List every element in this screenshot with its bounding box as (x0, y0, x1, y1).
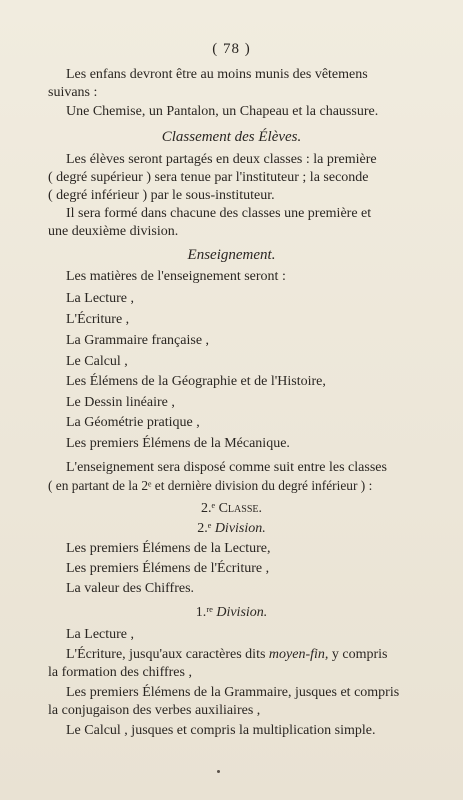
list-item: La Géométrie pratique , (66, 415, 200, 430)
list-item: Les premiers Élémens de la Lecture, (66, 541, 271, 556)
list-item (66, 646, 388, 664)
list-item: Les premiers Élémens de l'Écriture , (66, 561, 270, 576)
division-number: 2.ᵉ (197, 521, 212, 536)
list-item: La Lecture , (66, 627, 135, 642)
division-number: 1.ʳᵉ (195, 605, 213, 620)
section-heading-classement: Classement des Élèves. (161, 129, 302, 145)
list-item: Les premiers Élémens de la Grammaire, jusques et compris (66, 685, 400, 700)
list-item: La Grammaire française , (66, 333, 210, 348)
list-item: La valeur des Chiffres. (66, 581, 195, 596)
list-item: Les Élémens de la Géographie et de l'Histoire, (66, 374, 326, 389)
list-item-continuation: la formation des chiffres , (48, 665, 192, 680)
class-number: 2.ᵉ (201, 501, 216, 516)
text-span: y compris (331, 647, 388, 662)
list-item: Les premiers Élémens de la Mécanique. (66, 436, 290, 451)
division-heading (0, 604, 463, 622)
text-span: L'Écriture, jusqu'aux caractères dits (66, 647, 266, 662)
section-heading-enseignement: Enseignement. (187, 247, 276, 263)
paragraph-line: ( en partant de la 2ᵉ et dernière division du degré inférieur ) : (48, 478, 373, 493)
division-label: Division. (216, 605, 268, 620)
italic-term: moyen-fin, (268, 647, 329, 662)
paragraph-line: une deuxième division. (48, 224, 179, 239)
paragraph-line: Une Chemise, un Pantalon, un Chapeau et la chaussure. (66, 104, 379, 119)
paragraph-line: L'enseignement sera disposé comme suit entre les classes (66, 460, 387, 475)
page-number: ( 78 ) (212, 41, 251, 57)
division-heading (0, 520, 463, 538)
paragraph-line: Les élèves seront partagés en deux classes : la première (66, 152, 377, 167)
list-item: L'Écriture , (66, 312, 130, 327)
paragraph-line: ( degré supérieur ) sera tenue par l'instituteur ; la seconde (48, 170, 369, 185)
paragraph-line: Il sera formé dans chacune des classes une première et (66, 206, 372, 221)
division-label: Division. (214, 521, 266, 536)
list-item: Le Calcul , (66, 354, 128, 369)
class-heading (0, 500, 463, 518)
paragraph-line: suivans : (48, 85, 98, 100)
list-item: La Lecture , (66, 291, 135, 306)
class-label: Classe. (218, 501, 262, 516)
list-item: Le Dessin linéaire , (66, 395, 175, 410)
ink-dot (217, 770, 220, 773)
list-item: Le Calcul , jusques et compris la multiplication simple. (66, 723, 376, 738)
paragraph-line: ( degré inférieur ) par le sous-instituteur. (48, 188, 275, 203)
paragraph-line: Les matières de l'enseignement seront : (66, 269, 286, 284)
list-item-continuation: la conjugaison des verbes auxiliaires , (48, 703, 261, 718)
paragraph-line: Les enfans devront être au moins munis des vêtemens (66, 67, 368, 82)
